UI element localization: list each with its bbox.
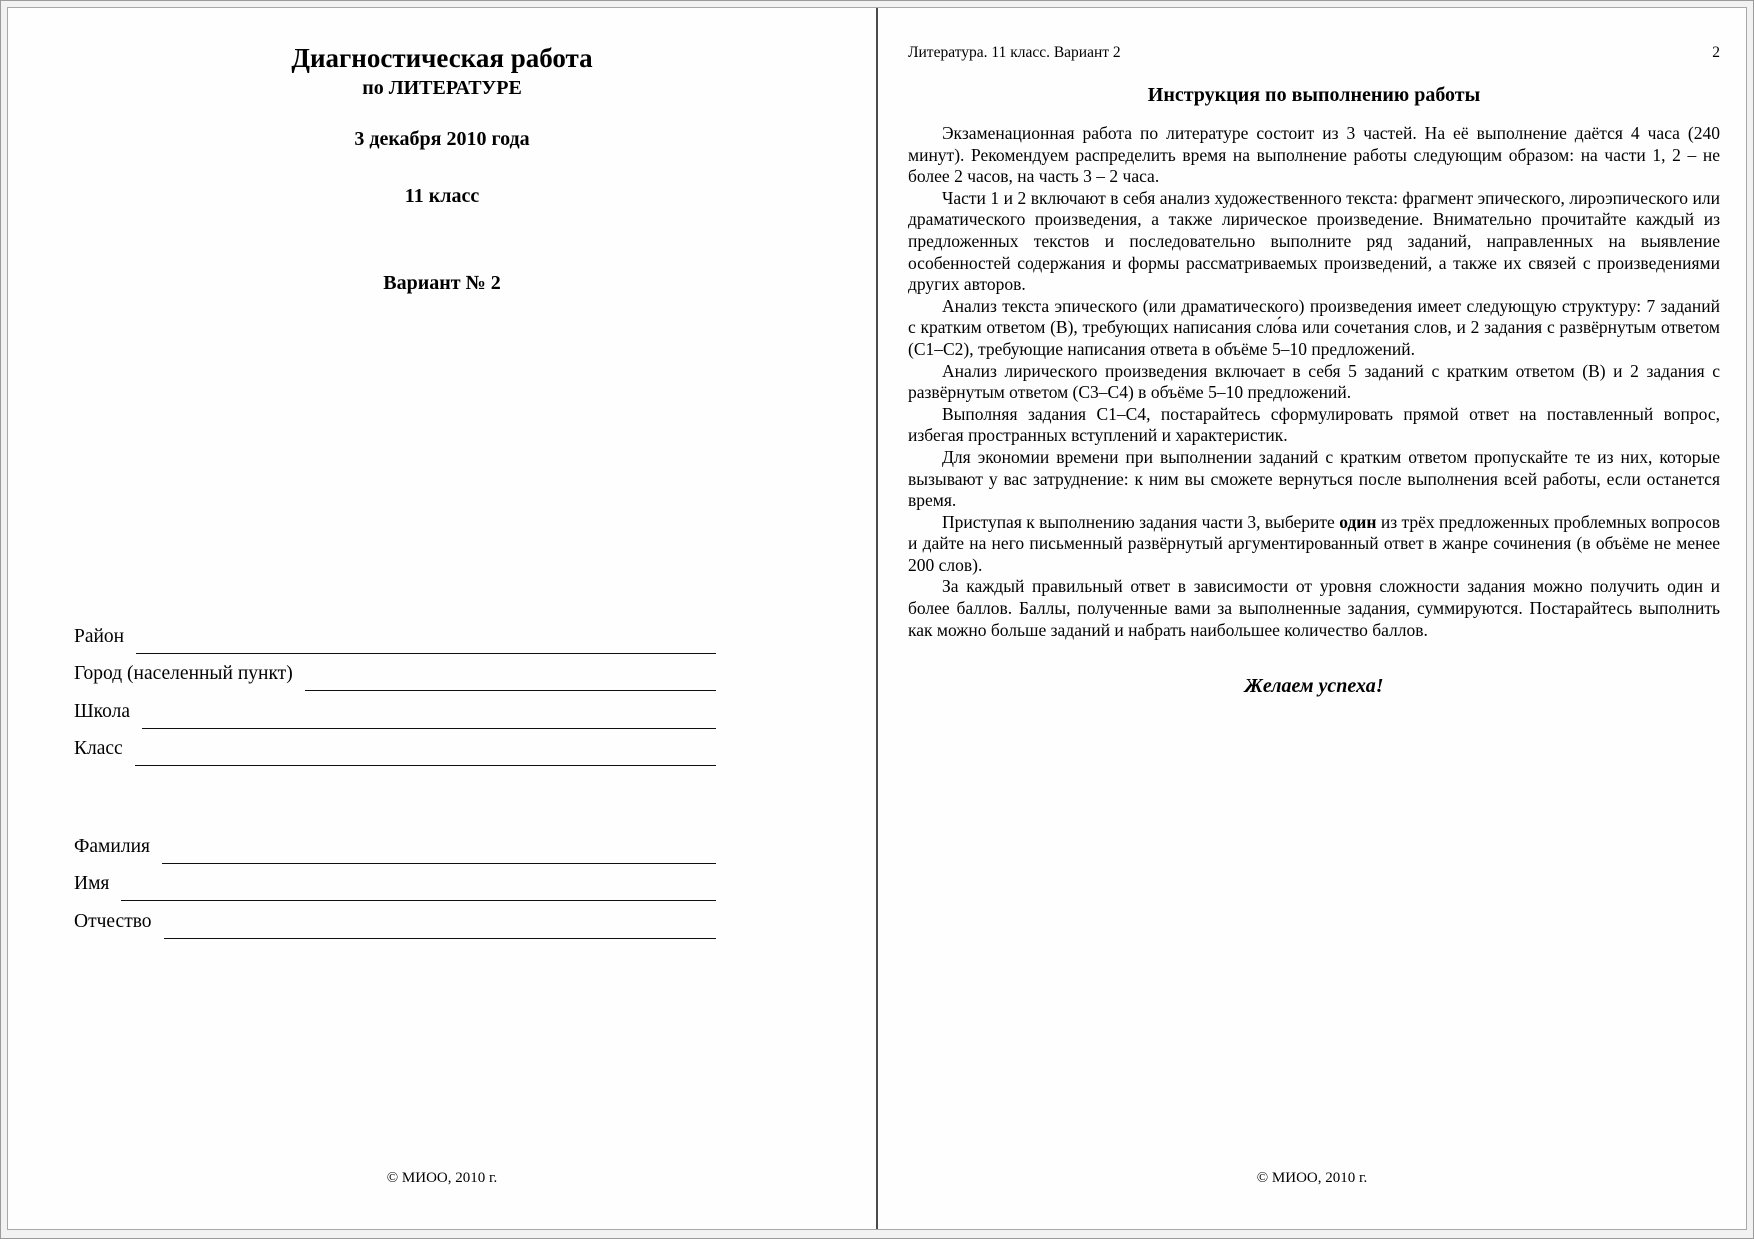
form-field-district	[74, 616, 716, 654]
person-form-block	[74, 826, 716, 939]
document-date: 3 декабря 2010 года	[354, 128, 530, 150]
cover-page	[8, 8, 876, 1229]
instruction-paragraph: Выполняя задания С1–С4, постарайтесь сформулировать прямой ответ на поставленный вопрос, избегая пространных вступлений и характеристик.	[908, 403, 1720, 446]
document-grade: 11 класс	[404, 185, 480, 207]
form-field-label: Школа	[74, 700, 131, 722]
form-field-blank-line	[142, 728, 716, 729]
cover-title-block	[8, 42, 876, 295]
page-number: 2	[1712, 44, 1720, 61]
copyright-footer: © МИОО, 2010 г.	[386, 1170, 498, 1186]
document-title: Диагностическая работа	[291, 43, 593, 73]
instruction-paragraph: Приступая к выполнению задания части 3, выберите один из трёх предложенных проблемных вопросов и дайте на него письменный развёрнутый аргументированный ответ в жанре сочинения (в объёме не менее 200 слов).	[908, 511, 1720, 575]
instruction-paragraph: Анализ текста эпического (или драматического) произведения имеет следующую структуру: 7 заданий с кратким ответом (В), требующих написания сло́ва или сочетания слов, и 2 задания с развёрнутым ответом (С1–С2), требующие написания ответа в объёме 5–10 предложений.	[908, 295, 1720, 359]
form-field-surname	[74, 826, 716, 864]
instructions-title: Инструкция по выполнению работы	[1147, 84, 1481, 106]
running-head	[908, 44, 1720, 62]
running-head-title: Литература. 11 класс. Вариант 2	[908, 44, 1121, 61]
instruction-paragraph: Части 1 и 2 включают в себя анализ художественного текста: фрагмент эпического, лироэпического или драматического произведения, а также лирическое произведение. Внимательно прочитайте каждый из предложенных текстов и последовательно выполните ряд заданий, направленных на выявление особенностей содержания и формы рассматриваемых произведений, а также их связей с произведениями других авторов.	[908, 187, 1720, 295]
form-field-blank-line	[164, 938, 716, 939]
form-field-firstname	[74, 864, 716, 902]
copyright-footer: © МИОО, 2010 г.	[1256, 1170, 1368, 1186]
document-sheet	[7, 7, 1747, 1230]
instruction-paragraph: Для экономии времени при выполнении заданий с кратким ответом пропускайте те из них, которые вызывают у вас затруднение: к ним вы сможете вернуться после выполнения всей работы, если останется время.	[908, 446, 1720, 511]
form-field-blank-line	[121, 900, 716, 901]
document-subject: по ЛИТЕРАТУРЕ	[362, 77, 522, 99]
form-field-label: Город (населенный пункт)	[74, 663, 293, 684]
form-field-label: Имя	[74, 873, 110, 894]
location-form-block	[74, 616, 716, 766]
document-variant: Вариант № 2	[383, 272, 501, 294]
instructions-body	[908, 123, 1720, 641]
form-field-blank-line	[305, 690, 716, 691]
form-field-label: Отчество	[74, 910, 152, 932]
instruction-paragraph: За каждый правильный ответ в зависимости от уровня сложности задания можно получить один и более баллов. Баллы, полученные вами за выполненные задания, суммируются. Постарайтесь выполнить как можно больше заданий и набрать наибольшее количество баллов.	[908, 576, 1720, 640]
form-field-blank-line	[135, 765, 716, 766]
form-field-label: Район	[74, 625, 125, 647]
instruction-paragraph: Анализ лирического произведения включает в себя 5 заданий с кратким ответом (В) и 2 задания с развёрнутым ответом (С3–С4) в объёме 5–10 предложений.	[908, 360, 1720, 403]
form-field-blank-line	[162, 863, 716, 864]
form-field-city	[74, 654, 716, 692]
form-field-class	[74, 729, 716, 767]
form-field-school	[74, 691, 716, 729]
form-field-blank-line	[136, 653, 716, 654]
closing-wish: Желаем успеха!	[1244, 675, 1384, 698]
instruction-paragraph: Экзаменационная работа по литературе состоит из 3 частей. На её выполнение даётся 4 часа (240 минут). Рекомендуем распределить время на выполнение работы следующим образом: на части 1, 2 – не более 2 часов, на часть 3 – 2 часа.	[908, 123, 1720, 187]
form-field-patronymic	[74, 901, 716, 939]
form-field-label: Класс	[74, 738, 123, 759]
instructions-page	[876, 8, 1746, 1229]
form-field-label: Фамилия	[74, 835, 150, 857]
